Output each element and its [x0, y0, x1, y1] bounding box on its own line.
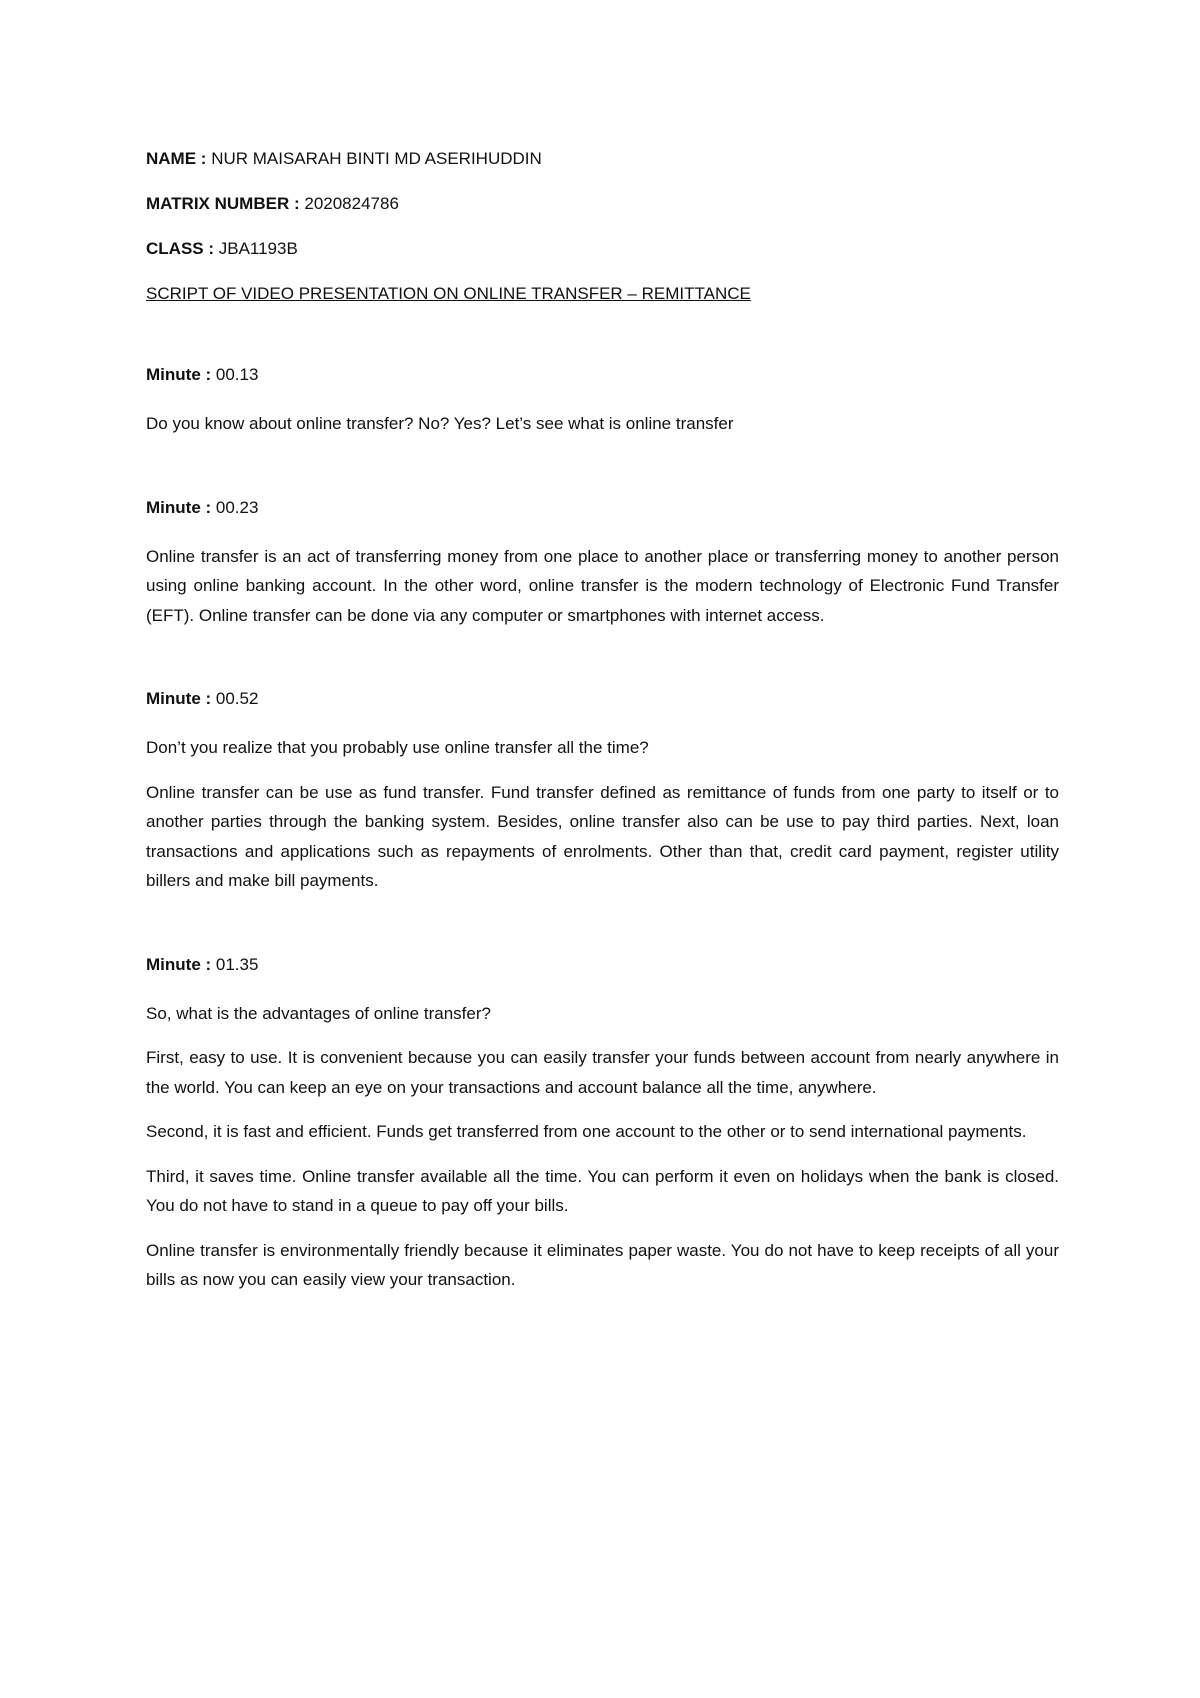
- script-paragraph: Do you know about online transfer? No? Yes? Let’s see what is online transfer: [146, 414, 734, 433]
- script-section: [146, 364, 1059, 439]
- script-paragraph: Online transfer is environmentally friendly because it eliminates paper waste. You do not have to keep receipts of all your bills as now you can easily view your transaction.: [146, 1240, 1059, 1289]
- minute-heading: [146, 364, 1059, 386]
- script-paragraph: Third, it saves time. Online transfer available all the time. You can perform it even on holidays when the bank is closed. You do not have to stand in a queue to pay off your bills.: [146, 1166, 1059, 1215]
- script-paragraph: Online transfer can be use as fund transfer. Fund transfer defined as remittance of funds from one party to itself or to another parties through the banking system. Besides, online transfer also can be use to pay third parties. Next, loan transactions and applications such as repayments of enrolments. Other than that, credit card payment, register utility billers and make bill payments.: [146, 782, 1059, 890]
- matrix-number-line: [146, 193, 1059, 215]
- class-value: JBA1193B: [218, 239, 298, 258]
- document-content: [146, 148, 1059, 1353]
- script-section: [146, 688, 1059, 896]
- minute-value: 00.13: [215, 365, 259, 384]
- name-line: [146, 148, 1059, 170]
- script-paragraph: Don’t you realize that you probably use online transfer all the time?: [146, 738, 649, 757]
- minute-label: Minute :: [146, 954, 212, 974]
- script-section: [146, 497, 1059, 631]
- minute-heading: [146, 497, 1059, 519]
- matrix-number-label: MATRIX NUMBER :: [146, 194, 300, 213]
- matrix-number-value: 2020824786: [304, 194, 399, 213]
- name-label: NAME :: [146, 149, 207, 168]
- document-title: SCRIPT OF VIDEO PRESENTATION ON ONLINE TRANSFER – REMITTANCE: [146, 284, 751, 303]
- script-paragraph: Second, it is fast and efficient. Funds get transferred from one account to the other or to send international payments.: [146, 1122, 1027, 1141]
- script-paragraph: So, what is the advantages of online transfer?: [146, 1003, 491, 1023]
- minute-label: Minute :: [146, 365, 212, 384]
- script-section: [146, 954, 1059, 1295]
- minute-label: Minute :: [146, 497, 212, 517]
- script-paragraph: Online transfer is an act of transferring money from one place to another place or transferring money to another person using online banking account. In the other word, online transfer is the modern technology of Electronic Fund Transfer (EFT). Online transfer can be done via any computer or smartphones with internet access.: [146, 546, 1059, 625]
- minute-value: 00.52: [215, 689, 259, 708]
- script-paragraph: First, easy to use. It is convenient because you can easily transfer your funds between account from nearly anywhere in the world. You can keep an eye on your transactions and account balance all the time, anywhere.: [146, 1048, 1059, 1097]
- minute-heading: [146, 688, 1059, 710]
- minute-heading: [146, 954, 1059, 976]
- name-value: NUR MAISARAH BINTI MD ASERIHUDDIN: [211, 149, 542, 168]
- class-line: [146, 238, 1059, 260]
- minute-value: 01.35: [215, 954, 259, 974]
- minute-value: 00.23: [215, 497, 259, 517]
- class-label: CLASS :: [146, 239, 214, 258]
- minute-label: Minute :: [146, 689, 212, 708]
